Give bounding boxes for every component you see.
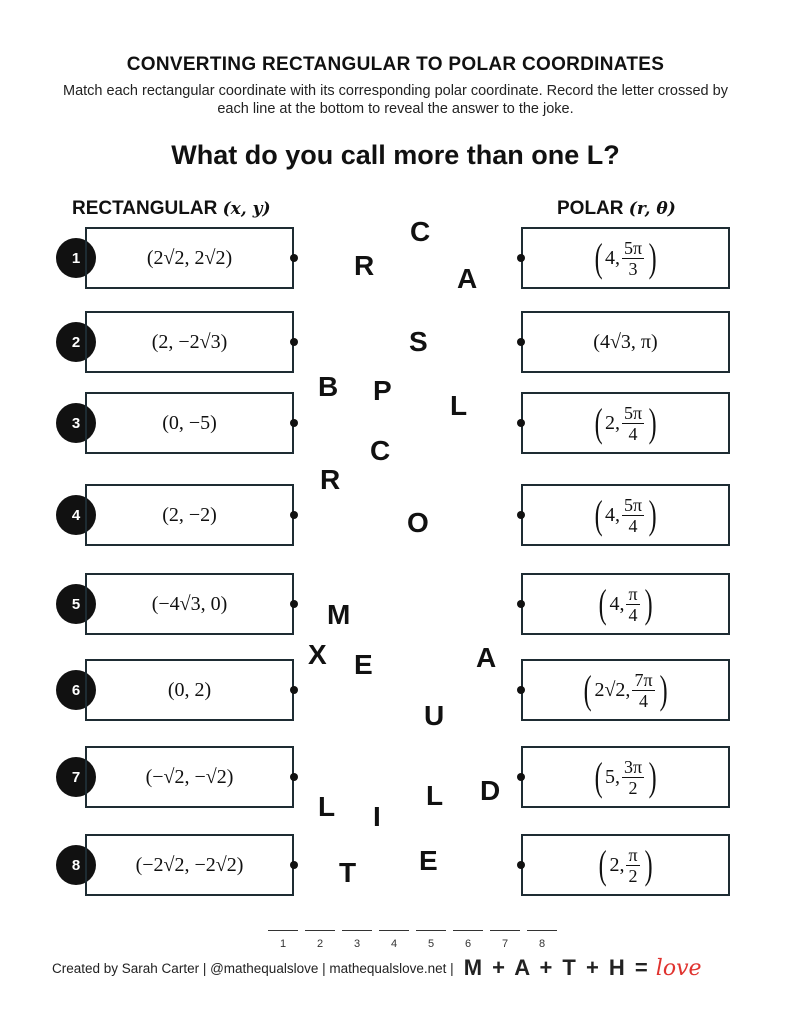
answer-blanks — [268, 930, 557, 950]
rectangular-coordinate: (−√2, −√2) — [145, 765, 234, 788]
right-paren: ) — [644, 842, 653, 887]
question-number: 8 — [56, 845, 96, 885]
right-paren: ) — [648, 492, 657, 537]
right-paren: ) — [659, 667, 668, 712]
cipher-letter: A — [476, 642, 497, 673]
math-logo: M + A + T + H = — [463, 955, 650, 980]
cipher-letter: T — [339, 857, 357, 888]
left-paren: ( — [598, 842, 607, 887]
cipher-letter: E — [419, 845, 438, 876]
right-paren: ) — [648, 754, 657, 799]
rectangular-coordinate: (2, −2√3) — [151, 330, 228, 353]
answer-blank[interactable]: 6 — [453, 930, 483, 950]
angle-denominator: 4 — [638, 690, 648, 711]
polar-label: POLAR — [557, 198, 624, 219]
right-paren: ) — [648, 400, 657, 445]
right-paren: ) — [648, 235, 657, 280]
angle-denominator: 4 — [628, 604, 638, 625]
question-number: 2 — [56, 322, 96, 362]
polar-r: 5, — [604, 765, 620, 788]
connector-dot[interactable] — [290, 600, 298, 608]
angle-denominator: 3 — [628, 258, 638, 279]
angle-numerator: 7π — [634, 669, 653, 690]
rectangular-box[interactable] — [85, 659, 294, 721]
left-paren: ( — [598, 581, 607, 626]
rectangular-coordinate: (−4√3, 0) — [151, 592, 228, 615]
connector-dot[interactable] — [517, 338, 525, 346]
polar-angle — [622, 757, 644, 798]
angle-numerator: 3π — [623, 756, 643, 777]
answer-blank[interactable]: 8 — [527, 930, 557, 950]
angle-denominator: 4 — [628, 515, 638, 536]
cipher-letter: L — [318, 791, 336, 822]
question-number: 5 — [56, 584, 96, 624]
connector-dot[interactable] — [517, 419, 525, 427]
angle-numerator: 5π — [623, 494, 643, 515]
angle-denominator: 2 — [628, 777, 638, 798]
left-paren: ( — [594, 754, 603, 799]
answer-blank[interactable]: 7 — [490, 930, 520, 950]
angle-numerator: 5π — [623, 402, 643, 423]
connector-dot[interactable] — [517, 773, 525, 781]
polar-r: 4, — [609, 592, 625, 615]
right-paren: ) — [644, 581, 653, 626]
connector-dot[interactable] — [290, 419, 298, 427]
cipher-letter: S — [409, 326, 428, 357]
polar-box[interactable] — [521, 311, 730, 373]
polar-box[interactable] — [521, 227, 730, 289]
connector-dot[interactable] — [290, 338, 298, 346]
connector-dot[interactable] — [290, 861, 298, 869]
rectangular-coordinate: (2, −2) — [162, 503, 217, 526]
rectangular-box[interactable] — [85, 311, 294, 373]
question-number: 1 — [56, 238, 96, 278]
connector-dot[interactable] — [517, 600, 525, 608]
polar-angle — [622, 238, 644, 279]
rectangular-box[interactable] — [85, 834, 294, 896]
footer — [52, 955, 702, 981]
cipher-letter: U — [424, 700, 445, 731]
polar-vars: (r, θ) — [628, 199, 676, 219]
connector-dot[interactable] — [290, 511, 298, 519]
angle-numerator: π — [628, 583, 638, 604]
cipher-letter: E — [354, 649, 373, 680]
angle-denominator: 4 — [628, 423, 638, 444]
answer-blank[interactable]: 2 — [305, 930, 335, 950]
connector-dot[interactable] — [517, 861, 525, 869]
polar-box[interactable] — [521, 746, 730, 808]
connector-dot[interactable] — [517, 511, 525, 519]
polar-angle — [626, 845, 639, 886]
question-number: 6 — [56, 670, 96, 710]
cipher-letter: M — [327, 599, 351, 630]
rectangular-box[interactable] — [85, 227, 294, 289]
rectangular-box[interactable] — [85, 484, 294, 546]
instructions: Match each rectangular coordinate with its corresponding polar coordinate. Record the letter crossed by each line at the bottom to reveal the answer to the joke. — [63, 83, 728, 117]
worksheet-title: CONVERTING RECTANGULAR TO POLAR COORDINATES — [126, 54, 665, 75]
rectangular-coordinate: (−2√2, −2√2) — [135, 853, 244, 876]
angle-numerator: π — [628, 844, 638, 865]
question-number: 4 — [56, 495, 96, 535]
polar-coordinate: (4√3, π) — [593, 330, 658, 353]
love-logo: love — [655, 955, 702, 981]
polar-angle — [632, 670, 654, 711]
question-number: 3 — [56, 403, 96, 443]
polar-angle — [622, 403, 644, 444]
answer-blank[interactable]: 4 — [379, 930, 409, 950]
rectangular-box[interactable] — [85, 573, 294, 635]
polar-box[interactable] — [521, 573, 730, 635]
polar-box[interactable] — [521, 484, 730, 546]
polar-box[interactable] — [521, 659, 730, 721]
left-paren: ( — [594, 492, 603, 537]
cipher-letter: B — [318, 371, 339, 402]
cipher-letter: R — [320, 464, 341, 495]
angle-numerator: 5π — [623, 237, 643, 258]
rectangular-coordinate: (0, −5) — [162, 411, 217, 434]
connector-dot[interactable] — [290, 686, 298, 694]
cipher-letter: L — [450, 390, 468, 421]
polar-header — [557, 198, 676, 220]
polar-r: 4, — [604, 503, 620, 526]
answer-blank[interactable]: 3 — [342, 930, 372, 950]
rectangular-vars: (x, y) — [222, 199, 271, 219]
joke-question: What do you call more than one L? — [171, 140, 620, 170]
polar-r: 4, — [604, 246, 620, 269]
connector-dot[interactable] — [290, 254, 298, 262]
rectangular-coordinate: (2√2, 2√2) — [146, 246, 233, 269]
connector-dot[interactable] — [517, 254, 525, 262]
cipher-letter: A — [457, 263, 478, 294]
cipher-letter: P — [373, 375, 392, 406]
polar-r: 2, — [604, 411, 620, 434]
answer-blank[interactable]: 5 — [416, 930, 446, 950]
cipher-letter: L — [426, 780, 444, 811]
cipher-letter: C — [410, 216, 431, 247]
polar-r: 2, — [609, 853, 625, 876]
angle-denominator: 2 — [628, 865, 638, 886]
cipher-letter: X — [308, 639, 327, 670]
polar-angle — [626, 584, 639, 625]
cipher-letter: R — [354, 250, 375, 281]
rectangular-label: RECTANGULAR — [72, 198, 218, 219]
cipher-letter: D — [480, 775, 501, 806]
connector-dot[interactable] — [517, 686, 525, 694]
left-paren: ( — [594, 235, 603, 280]
connector-dot[interactable] — [290, 773, 298, 781]
rectangular-box[interactable] — [85, 392, 294, 454]
cipher-letter: I — [373, 801, 381, 832]
polar-box[interactable] — [521, 392, 730, 454]
cipher-letter: C — [370, 435, 391, 466]
question-number: 7 — [56, 757, 96, 797]
answer-blank[interactable]: 1 — [268, 930, 298, 950]
left-paren: ( — [583, 667, 592, 712]
cipher-letter: O — [407, 507, 429, 538]
polar-box[interactable] — [521, 834, 730, 896]
polar-angle — [622, 495, 644, 536]
polar-r: 2√2, — [594, 678, 631, 701]
rectangular-header — [72, 198, 271, 220]
credit-text: Created by Sarah Carter | @mathequalslove | mathequalslove.net | — [52, 960, 454, 976]
left-paren: ( — [594, 400, 603, 445]
rectangular-coordinate: (0, 2) — [167, 678, 212, 701]
rectangular-box[interactable] — [85, 746, 294, 808]
